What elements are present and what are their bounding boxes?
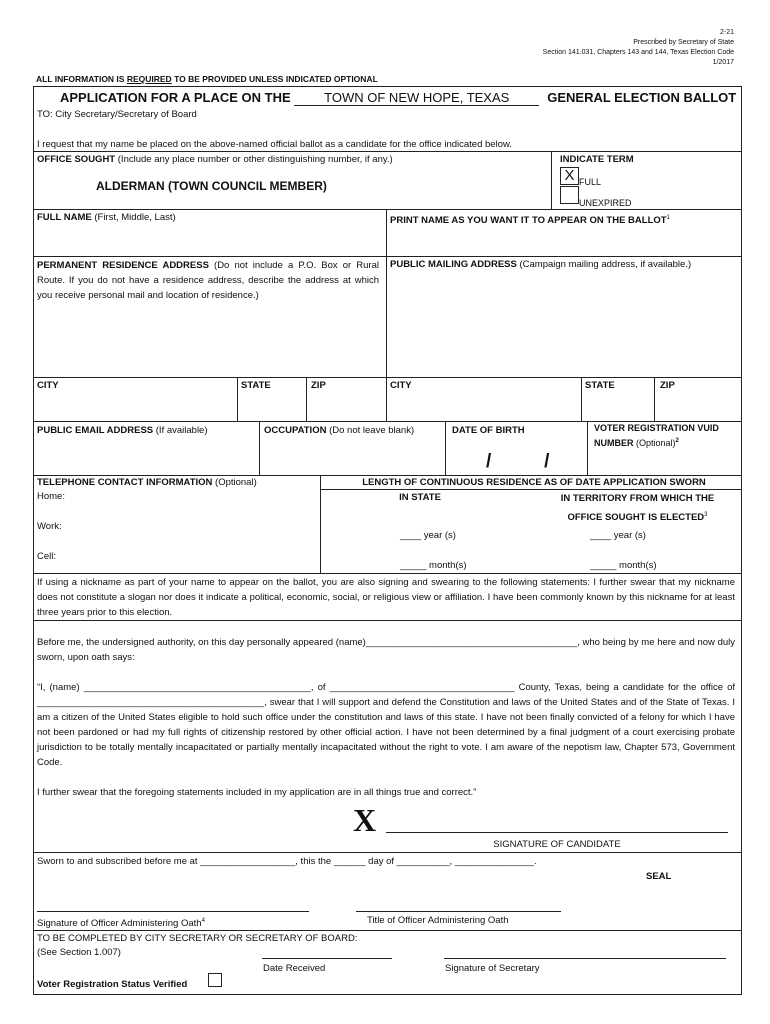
indicate-term-label: INDICATE TERM — [560, 154, 634, 165]
voter-status-checkbox[interactable] — [208, 973, 222, 987]
seal-label: SEAL — [646, 871, 672, 882]
dob-slashes[interactable]: / / — [486, 451, 550, 472]
secretary-signature-label: Signature of Secretary — [445, 963, 540, 974]
required-notice: ALL INFORMATION IS REQUIRED TO BE PROVIDED UNLESS INDICATED OPTIONAL — [36, 74, 378, 84]
candidate-signature-label: SIGNATURE OF CANDIDATE — [493, 839, 621, 850]
before-me-text: Before me, the undersigned authority, on this day personally appeared (name)________________________________________, who being by me here and now duly sworn, upon oath says: — [37, 637, 735, 663]
date-received-line[interactable] — [262, 958, 392, 959]
officer-title-line[interactable] — [356, 911, 561, 912]
nickname-statement: If using a nickname as part of your name to appear on the ballot, you are also signing and swearing to the following statements: I further swear that my nickname does not constitute a slogan nor does it indicate a political, economic, social, or religious view or affiliation. I have been commonly known by this nickname for at least three years prior to this election. — [37, 577, 735, 618]
mailing-label: PUBLIC MAILING ADDRESS (Campaign mailing address, if available.) — [390, 259, 692, 270]
phone-work-label: Work: — [37, 521, 62, 532]
prescribed-by: Prescribed by Secretary of State — [633, 39, 734, 46]
officer-signature-line[interactable] — [37, 911, 309, 912]
residence-label: PERMANENT RESIDENCE ADDRESS (Do not include a P.O. Box or Rural Route. If you do not have a residence address, describe the address at which you receive personal mail and location of residence.) — [37, 260, 379, 301]
form-date: 1/2017 — [712, 59, 734, 66]
residence-state-label: STATE — [241, 380, 271, 391]
state-years[interactable]: ____ year (s) — [400, 530, 456, 541]
occupation-label: OCCUPATION (Do not leave blank) — [264, 425, 415, 436]
territory-months[interactable]: _____ month(s) — [590, 560, 657, 571]
full-term-checkbox[interactable]: X — [560, 167, 579, 185]
vuid-label: VOTER REGISTRATION VUID NUMBER (Optional)$^2$ — [594, 423, 719, 448]
dob-label: DATE OF BIRTH — [452, 425, 525, 436]
office-sought-value[interactable]: ALDERMAN (TOWN COUNCIL MEMBER) — [96, 179, 327, 193]
secretary-heading: TO BE COMPLETED BY CITY SECRETARY OR SECRETARY OF BOARD: — [37, 933, 358, 944]
form-title: APPLICATION FOR A PLACE ON THE TOWN OF NEW HOPE, TEXAS GENERAL ELECTION BALLOT — [60, 90, 737, 105]
request-line: I request that my name be placed on the above-named official ballot as a candidate for the office indicated below. — [37, 139, 512, 150]
residence-length-heading: LENGTH OF CONTINUOUS RESIDENCE AS OF DATE APPLICATION SWORN — [362, 477, 706, 488]
see-section: (See Section 1.007) — [37, 947, 121, 958]
mailing-state-label: STATE — [585, 380, 615, 391]
email-label: PUBLIC EMAIL ADDRESS (If available) — [37, 425, 208, 436]
phone-cell-label: Cell: — [37, 551, 57, 562]
candidate-signature-line[interactable] — [386, 832, 728, 833]
print-name-label: PRINT NAME AS YOU WANT IT TO APPEAR ON THE BALLOT$^1$ — [390, 215, 670, 227]
form-header — [543, 28, 734, 68]
full-term-label: FULL — [579, 177, 602, 187]
voter-status-label: Voter Registration Status Verified — [37, 979, 188, 990]
unexpired-term-checkbox[interactable] — [560, 186, 579, 204]
mailing-city-label: CITY — [390, 380, 412, 391]
to-line: TO: City Secretary/Secretary of Board — [37, 109, 197, 120]
form-number: 2-21 — [719, 29, 734, 36]
office-sought-label: OFFICE SOUGHT (Include any place number or other distinguishing number, if any.) — [37, 154, 393, 165]
secretary-signature-line[interactable] — [444, 958, 726, 959]
code-section: Section 141.031, Chapters 143 and 144, Texas Election Code — [542, 49, 734, 56]
further-swear-text: I further swear that the foregoing statements included in my application are in all things true and correct.” — [37, 787, 477, 798]
mailing-zip-label: ZIP — [660, 380, 675, 391]
oath-body: “I, (name) ___________________________________________, of ___________________________________ County, Texas, being a candidate for the office of ___________________________________________, swear that I will support and defend the Constitution and laws of the United States and of the State of Texas. I am a citizen of the United States eligible to hold such office under the constitution and laws of this state. I have not been finally convicted of a felony for which I have not been pardoned or had my full rights of citizenship restored by other official action. I have not been determined by a final judgment of a court exercising probate jurisdiction to be totally mentally incapacitated or partially mentally incapacitated without the right to vote. I am aware of the nepotism law, Chapter 573, Government Code. — [37, 682, 735, 768]
unexpired-term-label: UNEXPIRED — [579, 198, 632, 208]
signature-x-mark: X — [353, 802, 377, 838]
telephone-label: TELEPHONE CONTACT INFORMATION (Optional) — [37, 477, 257, 488]
officer-signature-label: Signature of Officer Administering Oath$^4$ — [37, 918, 205, 930]
election-entity: TOWN OF NEW HOPE, TEXAS — [294, 90, 539, 106]
application-form — [33, 86, 742, 995]
sworn-text: Sworn to and subscribed before me at __________________, this the ______ day of __________, _______________. — [37, 856, 537, 867]
state-months[interactable]: _____ month(s) — [400, 560, 467, 571]
officer-title-label: Title of Officer Administering Oath — [367, 915, 509, 926]
territory-label: IN TERRITORY FROM WHICH THE OFFICE SOUGHT IS ELECTED$^3$ — [560, 493, 715, 524]
phone-home-label: Home: — [37, 491, 65, 502]
date-received-label: Date Received — [263, 963, 326, 974]
residence-zip-label: ZIP — [311, 380, 326, 391]
residence-city-label: CITY — [37, 380, 59, 391]
in-state-label: IN STATE — [399, 492, 441, 503]
territory-years[interactable]: ____ year (s) — [590, 530, 646, 541]
full-name-label: FULL NAME (First, Middle, Last) — [37, 212, 176, 223]
